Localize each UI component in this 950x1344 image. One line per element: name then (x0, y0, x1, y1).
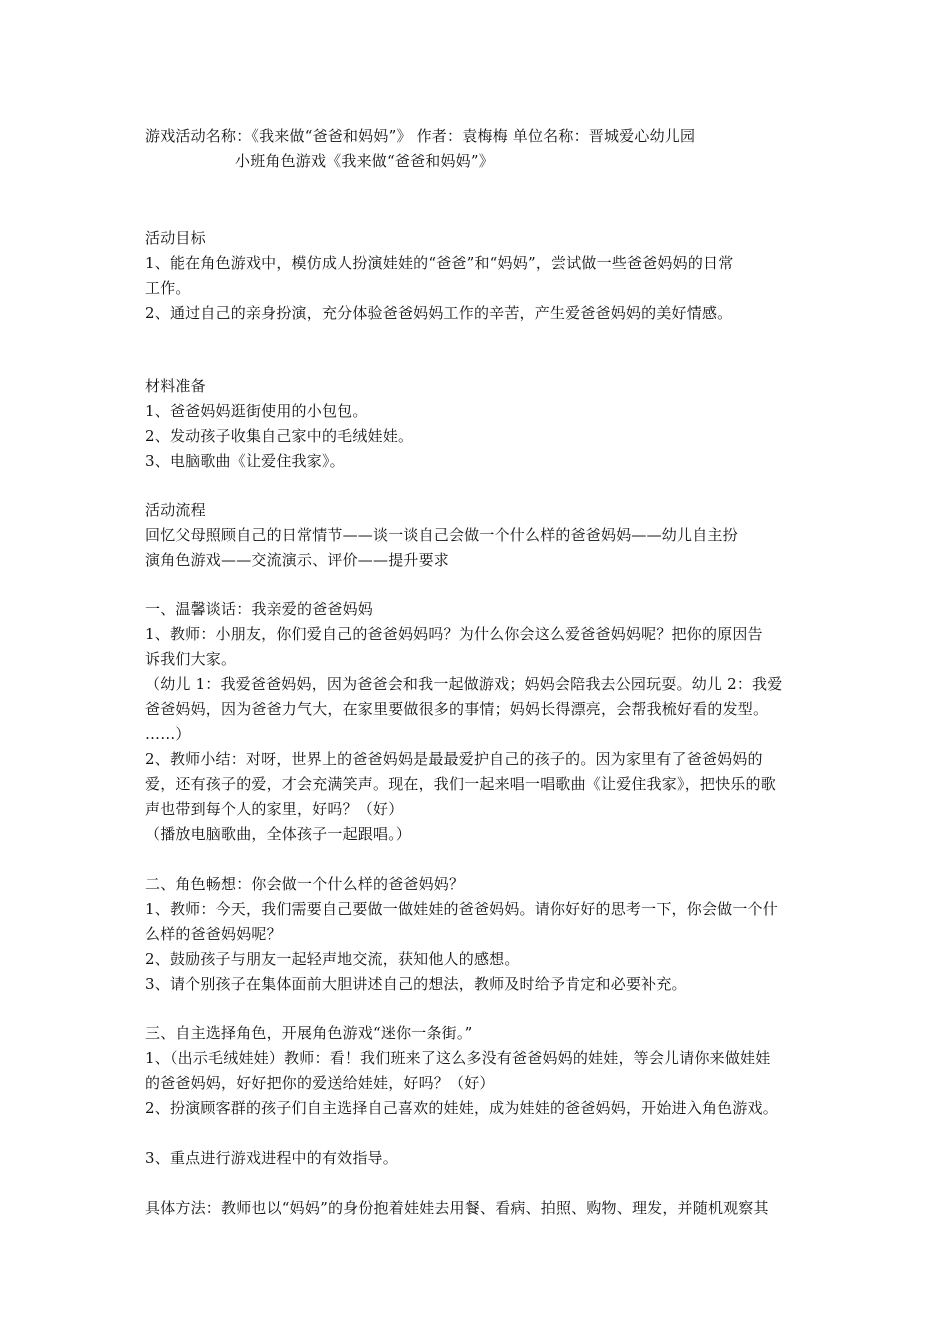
part2-heading: 二、角色畅想：你会做一个什么样的爸爸妈妈？ (145, 875, 465, 893)
goals-heading: 活动目标 (145, 229, 206, 247)
part3-line: 的爸爸妈妈，好好把你的爱送给娃娃，好吗？（好） (145, 1074, 495, 1092)
part3-point3: 3、重点进行游戏进程中的有效指导。 (145, 1149, 398, 1167)
part2-line: 3、请个别孩子在集体面前大胆讲述自己的想法，教师及时给予肯定和必要补充。 (145, 975, 687, 993)
goals-line: 工作。 (145, 279, 191, 297)
materials-heading: 材料准备 (145, 377, 206, 395)
materials-line: 2、发动孩子收集自己家中的毛绒娃娃。 (145, 427, 414, 445)
part3-heading: 三、自主选择角色，开展角色游戏“迷你一条街。” (145, 1024, 473, 1042)
part1-line: 爱，还有孩子的爱，才会充满笑声。现在，我们一起来唱一唱歌曲《让爱住我家》，把快乐的歌 (145, 775, 776, 793)
part3-line: 1、（出示毛绒娃娃）教师：看！我们班来了这么多没有爸爸妈妈的娃娃，等会儿请你来做娃娃 (145, 1049, 771, 1067)
process-line: 回忆父母照顾自己的日常情节——谈一谈自己会做一个什么样的爸爸妈妈——幼儿自主扮 (145, 526, 738, 544)
part3-method: 具体方法：教师也以“妈妈”的身份抱着娃娃去用餐、看病、拍照、购物、理发，并随机观察其 (145, 1199, 769, 1217)
part1-line: 爸爸妈妈，因为爸爸力气大，在家里要做很多的事情；妈妈长得漂亮，会帮我梳好看的发型。 (145, 700, 769, 718)
part1-line: 1、教师：小朋友，你们爱自己的爸爸妈妈吗？为什么你会这么爱爸爸妈妈呢？把你的原因告 (145, 625, 763, 643)
part1-line: （幼儿 1：我爱爸爸妈妈，因为爸爸会和我一起做游戏；妈妈会陪我去公园玩耍。幼儿 2：我爱 (145, 675, 783, 693)
part1-line: （播放电脑歌曲，全体孩子一起跟唱。） (145, 825, 412, 843)
part3-line: 2、扮演顾客群的孩子们自主选择自己喜欢的娃娃，成为娃娃的爸爸妈妈，开始进入角色游戏。 (145, 1099, 778, 1117)
goals-line: 2、通过自己的亲身扮演，充分体验爸爸妈妈工作的辛苦，产生爱爸爸妈妈的美好情感。 (145, 304, 733, 322)
process-heading: 活动流程 (145, 501, 206, 519)
part2-line: 么样的爸爸妈妈呢？ (145, 925, 282, 943)
materials-line: 1、爸爸妈妈逛街使用的小包包。 (145, 402, 368, 420)
process-line: 演角色游戏——交流演示、评价——提升要求 (145, 551, 450, 569)
part1-heading: 一、温馨谈话：我亲爱的爸爸妈妈 (145, 600, 374, 618)
part1-line: 诉我们大家。 (145, 650, 237, 668)
header-line: 游戏活动名称：《我来做“爸爸和妈妈”》 作者：袁梅梅 单位名称：晋城爱心幼儿园 (145, 127, 696, 145)
goals-line: 1、能在角色游戏中，模仿成人扮演娃娃的“爸爸”和“妈妈”，尝试做一些爸爸妈妈的日常 (145, 254, 734, 272)
document-title: 小班角色游戏《我来做“爸爸和妈妈”》 (235, 152, 494, 170)
part1-line: ……） (145, 725, 191, 743)
materials-line: 3、电脑歌曲《让爱住我家》。 (145, 452, 345, 470)
part1-line: 2、教师小结：对呀，世界上的爸爸妈妈是最最爱护自己的孩子的。因为家里有了爸爸妈妈的 (145, 750, 763, 768)
part2-line: 1、教师：今天，我们需要自己要做一做娃娃的爸爸妈妈。请你好好的思考一下，你会做一个什 (145, 900, 778, 918)
part1-line: 声也带到每个人的家里，好吗？（好） (145, 800, 404, 818)
part2-line: 2、鼓励孩子与朋友一起轻声地交流，获知他人的感想。 (145, 950, 520, 968)
